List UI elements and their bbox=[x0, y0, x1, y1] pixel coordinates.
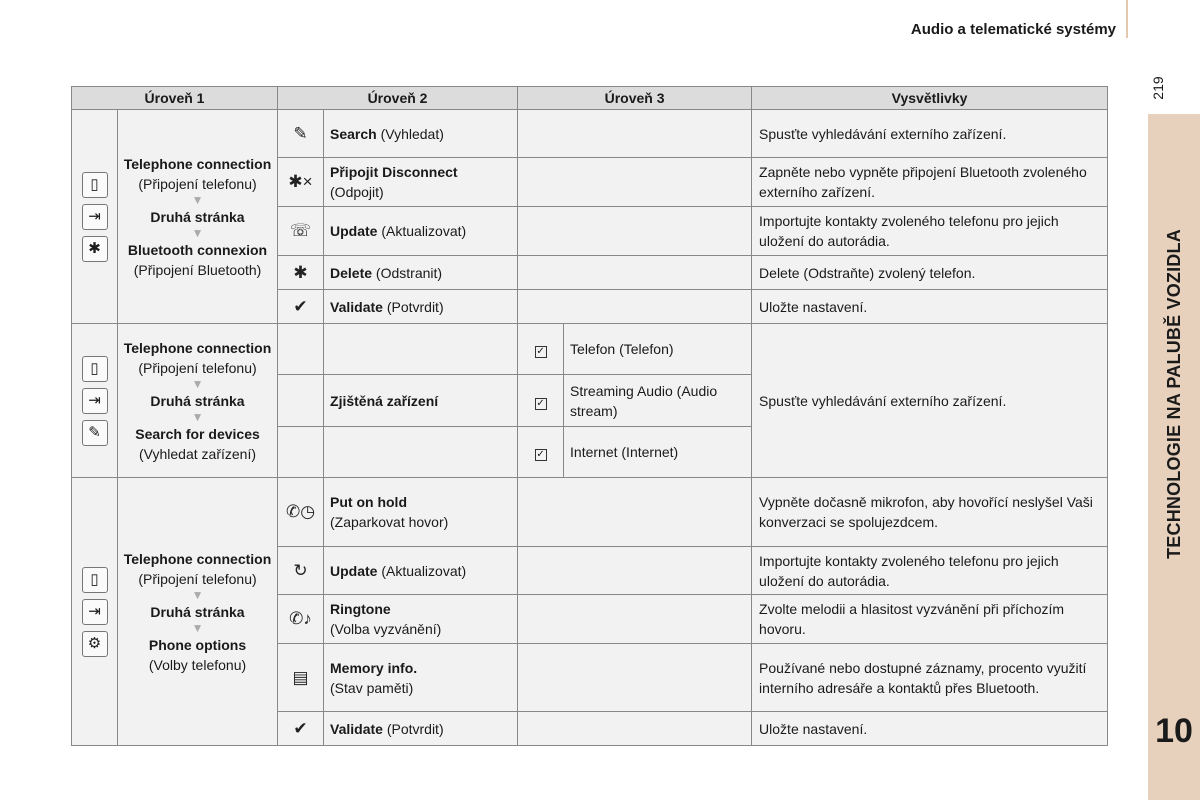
explanation-cell: Importujte kontakty zvoleného telefonu pro jejich uložení do autorádia. bbox=[752, 547, 1108, 595]
level3-cell bbox=[518, 595, 752, 644]
level3-cell bbox=[518, 547, 752, 595]
checkbox-checked-icon[interactable]: ✓ bbox=[536, 397, 545, 409]
level1-icons-cell bbox=[72, 478, 118, 746]
column-header-level3: Úroveň 3 bbox=[518, 87, 752, 110]
level2-cell bbox=[324, 644, 518, 712]
level2-icon-cell bbox=[278, 644, 324, 712]
level2-icon-cell bbox=[278, 110, 324, 158]
down-arrow-icon: ▼ bbox=[191, 225, 204, 240]
checkbox-checked-icon[interactable]: ✓ bbox=[536, 449, 545, 460]
level2-label: Search bbox=[330, 125, 377, 142]
level2-cell bbox=[324, 290, 518, 324]
level2-note: (Stav paměti) bbox=[330, 679, 414, 696]
level2-cell bbox=[324, 547, 518, 595]
level2-note: (Odpojit) bbox=[330, 184, 384, 200]
level1-item: Telephone connection bbox=[123, 155, 272, 172]
level3-cell bbox=[518, 290, 752, 324]
level2-cell bbox=[324, 256, 518, 290]
level1-item: Telephone connection bbox=[123, 339, 272, 356]
level2-icon-cell bbox=[278, 324, 324, 375]
level2-note: (Potvrdit) bbox=[382, 298, 444, 315]
second-page-icon: ⇥ bbox=[82, 599, 108, 625]
level2-note: (Potvrdit) bbox=[382, 720, 444, 737]
level1-item-note: (Volby telefonu) bbox=[148, 656, 247, 673]
explanation-cell: Používané nebo dostupné záznamy, procento využití interního adresáře a kontaktů přes Bluetooth. bbox=[752, 644, 1108, 712]
level3-cell bbox=[518, 110, 752, 158]
explanation-cell: Uložte nastavení. bbox=[752, 712, 1108, 746]
level2-label: Delete bbox=[330, 264, 373, 281]
level1-item: Search for devices bbox=[135, 425, 260, 442]
level2-icon-cell bbox=[278, 290, 324, 324]
level2-cell bbox=[324, 478, 518, 547]
chapter-number: 10 bbox=[1155, 712, 1193, 750]
level2-label: Update bbox=[330, 223, 378, 239]
header-divider bbox=[1126, 0, 1128, 38]
checkmark-icon: ✔ bbox=[293, 718, 308, 738]
level2-cell bbox=[324, 595, 518, 644]
phone-connection-icon: ▯ bbox=[82, 356, 108, 382]
level2-icon-cell bbox=[278, 256, 324, 290]
second-page-icon: ⇥ bbox=[82, 204, 108, 230]
level1-item: Bluetooth connexion bbox=[127, 241, 268, 258]
level2-label: Update bbox=[330, 562, 378, 579]
level2-icon-cell bbox=[278, 207, 324, 256]
refresh-icon: ↻ bbox=[293, 560, 308, 580]
chapter-side-tab bbox=[1148, 114, 1200, 800]
page-number: 219 bbox=[1150, 76, 1166, 100]
level1-item: Druhá stránka bbox=[150, 392, 245, 409]
level1-item-note: (Připojení telefonu) bbox=[138, 570, 257, 587]
level2-icon-cell bbox=[278, 375, 324, 427]
column-header-explanation: Vysvětlivky bbox=[752, 87, 1108, 110]
put-on-hold-icon: ✆◷ bbox=[285, 502, 316, 521]
down-arrow-icon: ▼ bbox=[191, 192, 204, 207]
explanation-cell: Spusťte vyhledávání externího zařízení. bbox=[752, 110, 1108, 158]
update-contacts-icon: ☏ bbox=[289, 221, 312, 240]
level1-item: Druhá stránka bbox=[150, 208, 245, 225]
level2-note: (Zaparkovat hovor) bbox=[330, 514, 449, 530]
down-arrow-icon: ▼ bbox=[191, 409, 204, 424]
column-header-level2: Úroveň 2 bbox=[278, 87, 518, 110]
explanation-cell: Vypněte dočasně mikrofon, aby hovořící neslyšel Vaši konverzaci se spolujezdcem. bbox=[752, 478, 1108, 547]
phone-options-icon: ⚙ bbox=[82, 631, 108, 657]
checkbox-checked-icon[interactable]: ✓ bbox=[536, 346, 545, 357]
level1-item: Telephone connection bbox=[123, 550, 272, 567]
level1-path-cell bbox=[118, 324, 278, 478]
table-row bbox=[72, 110, 1108, 158]
level3-cell bbox=[518, 256, 752, 290]
level3-checkbox-cell bbox=[518, 324, 564, 375]
level2-note: (Vyhledat) bbox=[376, 125, 444, 142]
level2-note: (Aktualizovat) bbox=[377, 562, 467, 579]
level1-item-note: (Připojení telefonu) bbox=[138, 175, 257, 192]
level2-cell bbox=[324, 712, 518, 746]
table-header-row bbox=[72, 87, 1108, 110]
level2-label: Validate bbox=[330, 720, 383, 737]
level1-item-note: (Připojení telefonu) bbox=[138, 359, 257, 376]
level2-cell bbox=[324, 324, 518, 375]
level1-item: Druhá stránka bbox=[150, 603, 245, 620]
phone-connection-icon: ▯ bbox=[82, 567, 108, 593]
level3-cell: Telefon (Telefon) bbox=[564, 324, 752, 375]
level2-icon-cell bbox=[278, 478, 324, 547]
down-arrow-icon: ▼ bbox=[191, 587, 204, 602]
bluetooth-disconnect-icon: ✱× bbox=[288, 172, 313, 191]
column-header-level1: Úroveň 1 bbox=[72, 87, 278, 110]
level2-label: Zjištěná zařízení bbox=[324, 375, 518, 427]
level2-label: Memory info. bbox=[330, 659, 418, 676]
level3-checkbox-cell bbox=[518, 427, 564, 478]
level2-label: Připojit Disconnect bbox=[330, 164, 458, 180]
level2-label: Put on hold bbox=[330, 494, 407, 510]
level3-cell: Streaming Audio (Audio stream) bbox=[564, 375, 752, 427]
level2-icon-cell bbox=[278, 712, 324, 746]
search-devices-icon: ✎ bbox=[82, 420, 108, 446]
level2-cell bbox=[324, 158, 518, 207]
level1-path-cell bbox=[118, 478, 278, 746]
level1-item-note: (Vyhledat zařízení) bbox=[139, 445, 256, 462]
level2-label: Ringtone bbox=[330, 601, 391, 617]
table-row bbox=[72, 324, 1108, 375]
phone-connection-icon: ▯ bbox=[82, 172, 108, 198]
explanation-cell: Zapněte nebo vypněte připojení Bluetooth zvoleného externího zařízení. bbox=[752, 158, 1108, 207]
level2-cell bbox=[324, 110, 518, 158]
level2-icon-cell bbox=[278, 595, 324, 644]
level3-cell: Internet (Internet) bbox=[564, 427, 752, 478]
level3-cell bbox=[518, 158, 752, 207]
memory-info-icon: ▤ bbox=[292, 667, 309, 687]
level3-cell bbox=[518, 644, 752, 712]
level2-label: Validate bbox=[330, 298, 383, 315]
down-arrow-icon: ▼ bbox=[191, 376, 204, 391]
level1-icons-cell bbox=[72, 110, 118, 324]
explanation-cell: Spusťte vyhledávání externího zařízení. bbox=[752, 324, 1108, 478]
search-devices-icon: ✎ bbox=[293, 123, 308, 143]
second-page-icon: ⇥ bbox=[82, 388, 108, 414]
level2-note: (Volba vyzvánění) bbox=[330, 621, 442, 637]
bluetooth-delete-icon: ✱ bbox=[293, 262, 308, 282]
checkmark-icon: ✔ bbox=[293, 296, 308, 316]
level1-path-cell bbox=[118, 110, 278, 324]
explanation-cell: Delete (Odstraňte) zvolený telefon. bbox=[752, 256, 1108, 290]
level2-icon-cell bbox=[278, 427, 324, 478]
level1-item-note: (Připojení Bluetooth) bbox=[133, 261, 262, 278]
explanation-cell: Uložte nastavení. bbox=[752, 290, 1108, 324]
table-row bbox=[72, 478, 1108, 547]
level3-cell bbox=[518, 712, 752, 746]
ringtone-icon: ✆♪ bbox=[289, 609, 312, 628]
level2-note: (Odstranit) bbox=[372, 264, 443, 281]
down-arrow-icon: ▼ bbox=[191, 620, 204, 635]
level2-icon-cell bbox=[278, 158, 324, 207]
bluetooth-icon: ✱ bbox=[82, 236, 108, 262]
section-title: Audio a telematické systémy bbox=[910, 21, 1116, 38]
level3-checkbox-cell bbox=[518, 375, 564, 427]
phone-menu-table bbox=[71, 86, 1108, 746]
level2-note: (Aktualizovat) bbox=[377, 223, 467, 239]
level1-icons-cell bbox=[72, 324, 118, 478]
level1-item: Phone options bbox=[148, 636, 247, 653]
explanation-cell: Zvolte melodii a hlasitost vyzvánění při příchozím hovoru. bbox=[752, 595, 1108, 644]
level3-cell bbox=[518, 207, 752, 256]
level2-cell bbox=[324, 427, 518, 478]
level2-cell bbox=[324, 207, 518, 256]
chapter-title: TECHNOLOGIE NA PALUBĚ VOZIDLA bbox=[1164, 229, 1184, 559]
explanation-cell: Importujte kontakty zvoleného telefonu pro jejich uložení do autorádia. bbox=[752, 207, 1108, 256]
level3-cell bbox=[518, 478, 752, 547]
level2-icon-cell bbox=[278, 547, 324, 595]
